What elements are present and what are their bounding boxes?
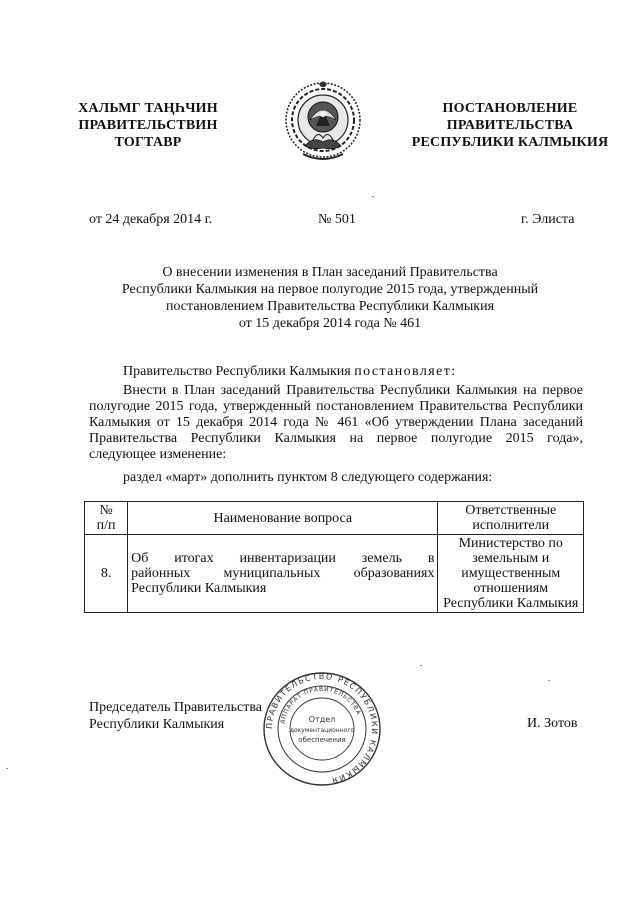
table-header-row	[85, 502, 584, 535]
row-name-line-3: Республики Калмыкия	[131, 581, 267, 596]
scan-speck	[6, 768, 8, 769]
row-executors	[438, 535, 584, 613]
signer-title-line-1: Председатель Правительства	[89, 700, 262, 715]
scan-speck	[420, 665, 422, 666]
row-num: 8.	[85, 535, 128, 613]
header-executors	[438, 502, 584, 535]
header-right-line-2: ПРАВИТЕЛЬСТВА	[446, 118, 574, 133]
header-right-russian	[410, 100, 610, 151]
signer-title	[89, 699, 262, 733]
title-line-3: постановлением Правительства Республики Калмыкия	[165, 299, 495, 314]
scan-speck	[548, 680, 550, 681]
stamp-center-line-1: Отдел	[308, 715, 336, 724]
preamble-verb: постановляет:	[354, 364, 457, 379]
row-executors-line-2: земельным и	[472, 551, 550, 566]
document-number: № 501	[318, 212, 356, 227]
document-date: от 24 декабря 2014 г.	[89, 212, 213, 227]
document-title	[80, 264, 580, 332]
header-right-line-1: ПОСТАНОВЛЕНИЕ	[442, 101, 578, 116]
header-num-line-2: п/п	[96, 518, 116, 533]
stamp-center-line-2: документационного	[289, 727, 355, 734]
stamp-center-line-3: обеспечения	[298, 736, 346, 744]
title-line-4: от 15 декабря 2014 года № 461	[238, 316, 422, 331]
preamble	[123, 364, 457, 380]
stamp-inner-ring-path: АППАРАТ ПРАВИТЕЛЬСТВА	[279, 685, 363, 725]
row-executors-line-1: Министерство по	[458, 536, 563, 551]
row-name	[128, 535, 438, 613]
section-instruction: раздел «март» дополнить пунктом 8 следующего содержания:	[123, 470, 493, 485]
preamble-subject: Правительство Республики Калмыкия	[123, 364, 351, 379]
table-row	[85, 535, 584, 613]
row-executors-line-5: Республики Калмыкия	[443, 596, 579, 611]
header-right-line-3: РЕСПУБЛИКИ КАЛМЫКИЯ	[411, 135, 609, 150]
row-name-line-2: районных муниципальных образованиях	[131, 566, 435, 581]
signer-name: И. Зотов	[527, 716, 578, 731]
header-name: Наименование вопроса	[128, 502, 438, 535]
header-left-line-2: ПРАВИТЕЛЬСТВИН	[78, 118, 218, 133]
row-name-line-1: Об итогах инвентаризации земель в	[131, 551, 435, 566]
official-stamp-icon	[258, 670, 386, 788]
stamp-ring-path: ПРАВИТЕЛЬСТВО РЕСПУБЛИКИ КАЛМЫКИЯ	[264, 671, 380, 786]
scan-speck	[372, 196, 374, 197]
header-executors-line-2: исполнители	[472, 518, 550, 533]
header-left-line-1: ХАЛЬМГ ТАҢҺЧИН	[78, 101, 218, 116]
header-left-kalmyk	[58, 100, 238, 151]
title-line-1: О внесении изменения в План заседаний Правительства	[162, 265, 498, 280]
signer-title-line-2: Республики Калмыкия	[89, 717, 225, 732]
resolution-paragraph	[89, 383, 583, 463]
document-city: г. Элиста	[521, 212, 575, 227]
row-executors-line-3: имущественным	[461, 566, 561, 581]
plan-table	[84, 501, 584, 613]
header-left-line-3: ТОГТАВР	[114, 135, 182, 150]
header-num	[85, 502, 128, 535]
header-executors-line-1: Ответственные	[465, 503, 557, 518]
coat-of-arms-icon	[283, 80, 363, 164]
title-line-2: Республики Калмыкия на первое полугодие 2015 года, утвержденный	[121, 282, 539, 297]
resolution-text: Внести в План заседаний Правительства Республики Калмыкия на первое полугодие 2015 года, утвержденный постановлением Правительства Республики Калмыкия от 15 декабря 2014 года № 461 «Об утверждении Плана заседаний Правительства Республики Калмыкия на первое полугодие 2015 года», следующее изменение:	[89, 383, 583, 462]
row-executors-line-4: отношениям	[473, 581, 549, 596]
header-num-line-1: №	[99, 503, 113, 518]
